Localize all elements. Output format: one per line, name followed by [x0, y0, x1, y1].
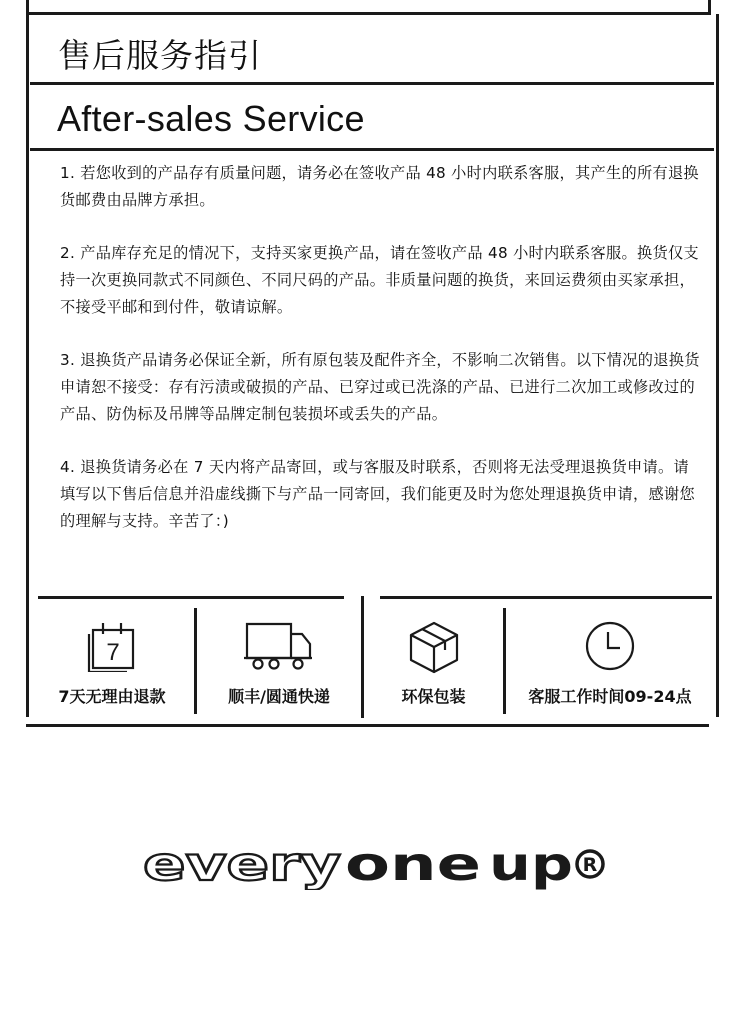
rule-item: 1. 若您收到的产品存有质量问题，请务必在签收产品 48 小时内联系客服，其产生的所有退换货邮费由品牌方承担。 — [60, 164, 699, 209]
feature-shipping — [197, 608, 361, 718]
title-divider — [30, 82, 714, 85]
page-title-en: After-sales Service — [57, 98, 365, 139]
clock-icon — [584, 620, 636, 676]
features-top-line-left — [38, 596, 344, 599]
svg-text:R: R — [582, 854, 598, 876]
svg-text:up: up — [489, 840, 573, 890]
right-border-top — [708, 0, 711, 14]
calendar-7-icon — [87, 620, 137, 676]
svg-text:one: one — [345, 840, 481, 890]
feature-packaging — [364, 608, 503, 718]
page-title-cn: 售后服务指引 — [58, 36, 262, 75]
feature-service-hours — [506, 608, 714, 718]
features-top-line-right — [380, 596, 712, 599]
after-sales-rules — [60, 160, 700, 561]
left-border-top — [26, 0, 29, 14]
feature-label: 环保包装 — [401, 687, 466, 706]
svg-text:every: every — [143, 840, 342, 890]
brand-logo — [143, 840, 607, 890]
right-border — [716, 14, 719, 717]
feature-label: 顺丰/圆通快递 — [228, 687, 330, 706]
feature-refund — [30, 608, 194, 718]
left-border — [26, 14, 29, 717]
truck-icon — [244, 620, 314, 676]
calendar-day-number: 7 — [106, 639, 120, 666]
rule-item: 3. 退换货产品请务必保证全新，所有原包装及配件齐全，不影响二次销售。以下情况的退换货申请恕不接受：存有污渍或破损的产品、已穿过或已洗涤的产品、已进行二次加工或修改过的产品、防伪标及吊牌等品牌定制包装损坏或丢失的产品。 — [60, 351, 700, 423]
feature-label: 7天无理由退款 — [58, 687, 166, 706]
box-icon — [408, 620, 460, 678]
bottom-border-line — [26, 724, 709, 727]
rule-item: 2. 产品库存充足的情况下，支持买家更换产品，请在签收产品 48 小时内联系客服。换货仅支持一次更换同款式不同颜色、不同尺码的产品。非质量问题的换货，来回运费须由买家承担，不接受平邮和到付件，敬请谅解。 — [60, 244, 699, 316]
feature-label: 客服工作时间09-24点 — [528, 687, 692, 706]
top-border-line — [28, 12, 711, 15]
subtitle-divider — [30, 148, 714, 151]
rule-item: 4. 退换货请务必在 7 天内将产品寄回，或与客服及时联系，否则将无法受理退换货申请。请填写以下售后信息并沿虚线撕下与产品一同寄回，我们能更及时为您处理退换货申请，感谢您的理解与支持。辛苦了：) — [60, 458, 695, 530]
